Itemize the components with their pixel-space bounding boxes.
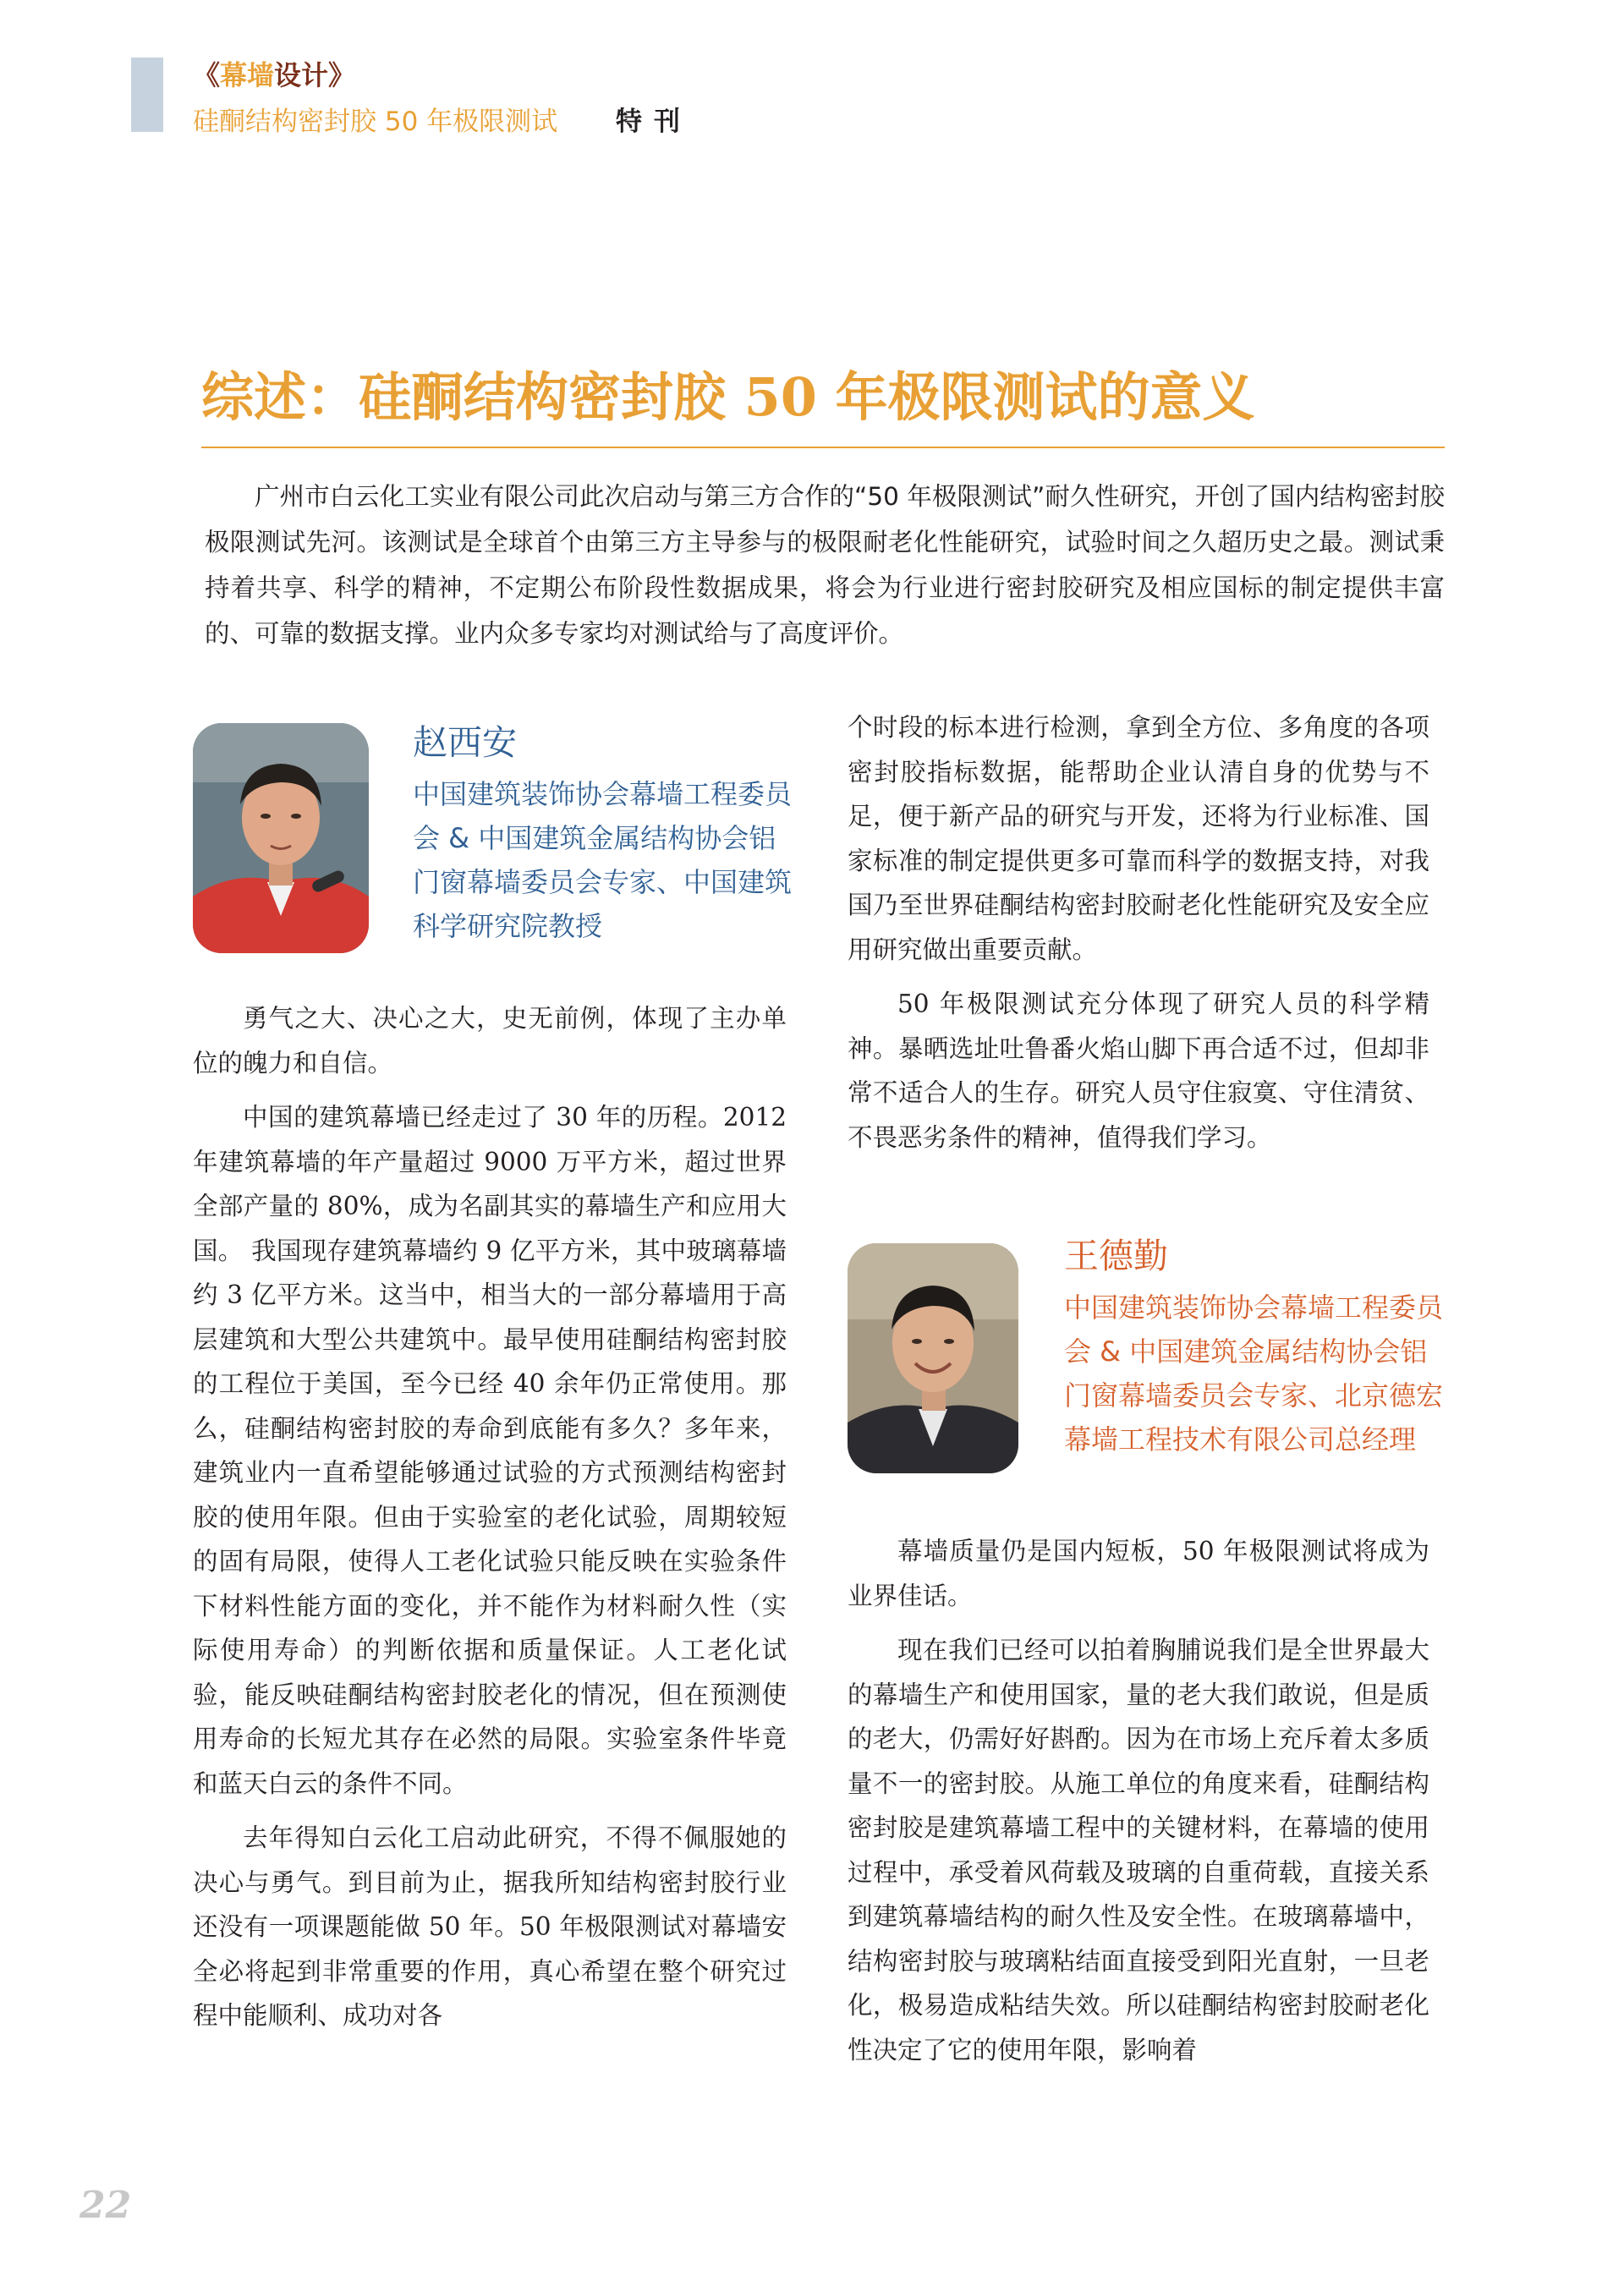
- body-paragraph: 现在我们已经可以拍着胸脯说我们是全世界最大的幕墙生产和使用国家，量的老大我们敢说，但是质的老大，仍需好好斟酌。因为在市场上充斥着太多质量不一的密封胶。从施工单位的角度来看，硅酮结构密封胶是建筑幕墙工程中的关键材料，在幕墙的使用过程中，承受着风荷载及玻璃的自重荷载，直接关系到建筑幕墙结构的耐久性及安全性。在玻璃幕墙中，结构密封胶与玻璃粘结面直接受到阳光直射，一旦老化，极易造成粘结失效。所以硅酮结构密封胶耐老化性决定了它的使用年限，影响着: [848, 1636, 1429, 2064]
- body-paragraph-continued: 个时段的标本进行检测，拿到全方位、多角度的各项密封胶指标数据，能帮助企业认清自身的优势与不足，便于新产品的研究与开发，还将为行业标准、国家标准的制定提供更多可靠而科学的数据支持，对我国乃至世界硅酮结构密封胶耐老化性能研究及安全应用研究做出重要贡献。: [848, 713, 1429, 964]
- left-column-text: [193, 996, 787, 2048]
- article-intro: [205, 474, 1445, 656]
- expert-role: 中国建筑装饰协会幕墙工程委员会 & 中国建筑金属结构协会铝门窗幕墙委员会专家、中国建筑科学研究院教授: [413, 778, 793, 942]
- right-column-text-top: [848, 705, 1429, 1170]
- expert-name: 王德勤: [1064, 1236, 1168, 1276]
- expert-role: 中国建筑装饰协会幕墙工程委员会 & 中国建筑金属结构协会铝门窗幕墙委员会专家、北京德宏幕墙工程技术有限公司总经理: [1064, 1291, 1444, 1456]
- body-paragraph: 勇气之大、决心之大，史无前例，体现了主办单位的魄力和自信。: [193, 1004, 787, 1077]
- body-paragraph: 去年得知白云化工启动此研究，不得不佩服她的决心与勇气。到目前为止，据我所知结构密封胶行业还没有一项课题能做 50 年。50 年极限测试对幕墙安全必将起到非常重要的作用，真心希望在整个研究过程中能顺利、成功对各: [193, 1823, 787, 2030]
- special-issue-tag: 特刊: [616, 107, 692, 137]
- body-paragraph: 幕墙质量仍是国内短板，50 年极限测试将成为业界佳话。: [848, 1537, 1429, 1610]
- special-issue-subject: 硅酮结构密封胶 50 年极限测试: [193, 107, 558, 137]
- expert-name: 赵西安: [413, 722, 517, 763]
- magazine-title: 《幕墙设计》: [193, 59, 356, 91]
- page-number: 22: [80, 2184, 132, 2227]
- body-paragraph: 50 年极限测试充分体现了研究人员的科学精神。暴晒选址吐鲁番火焰山脚下再合适不过，但却非常不适合人的生存。研究人员守住寂寞、守住清贫、不畏恶劣条件的精神，值得我们学习。: [848, 990, 1429, 1152]
- article-title: 综述：硅酮结构密封胶 50 年极限测试的意义: [201, 366, 1255, 428]
- right-column-text-bottom: [848, 1529, 1429, 2082]
- header-accent-bar: [131, 58, 163, 132]
- expert-photo-zhao: [193, 723, 369, 953]
- intro-paragraph: 广州市白云化工实业有限公司此次启动与第三方合作的“50 年极限测试”耐久性研究，开创了国内结构密封胶极限测试先河。该测试是全球首个由第三方主导参与的极限耐老化性能研究，试验时间之久超历史之最。测试秉持着共享、科学的精神，不定期公布阶段性数据成果，将会为行业进行密封胶研究及相应国标的制定提供丰富的、可靠的数据支撑。业内众多专家均对测试给与了高度评价。: [205, 482, 1445, 648]
- body-paragraph: 中国的建筑幕墙已经走过了 30 年的历程。2012 年建筑幕墙的年产量超过 9000 万平方米，超过世界全部产量的 80%，成为名副其实的幕墙生产和应用大国。 我国现存建筑幕墙约 9 亿平方米，其中玻璃幕墙约 3 亿平方米。这当中，相当大的一部分幕墙用于高层建筑和大型公共建筑中。最早使用硅酮结构密封胶的工程位于美国，至今已经 40 余年仍正常使用。那么，硅酮结构密封胶的寿命到底能有多久？多年来，建筑业内一直希望能够通过试验的方式预测结构密封胶的使用年限。但由于实验室的老化试验，周期较短的固有局限，使得人工老化试验只能反映在实验条件下材料性能方面的变化，并不能作为材料耐久性（实际使用寿命）的判断依据和质量保证。人工老化试验，能反映硅酮结构密封胶老化的情况，但在预测使用寿命的长短尤其存在必然的局限。实验室条件毕竟和蓝天白云的条件不同。: [193, 1103, 787, 1798]
- expert-photo-wang: [848, 1243, 1018, 1473]
- title-divider: [201, 447, 1445, 448]
